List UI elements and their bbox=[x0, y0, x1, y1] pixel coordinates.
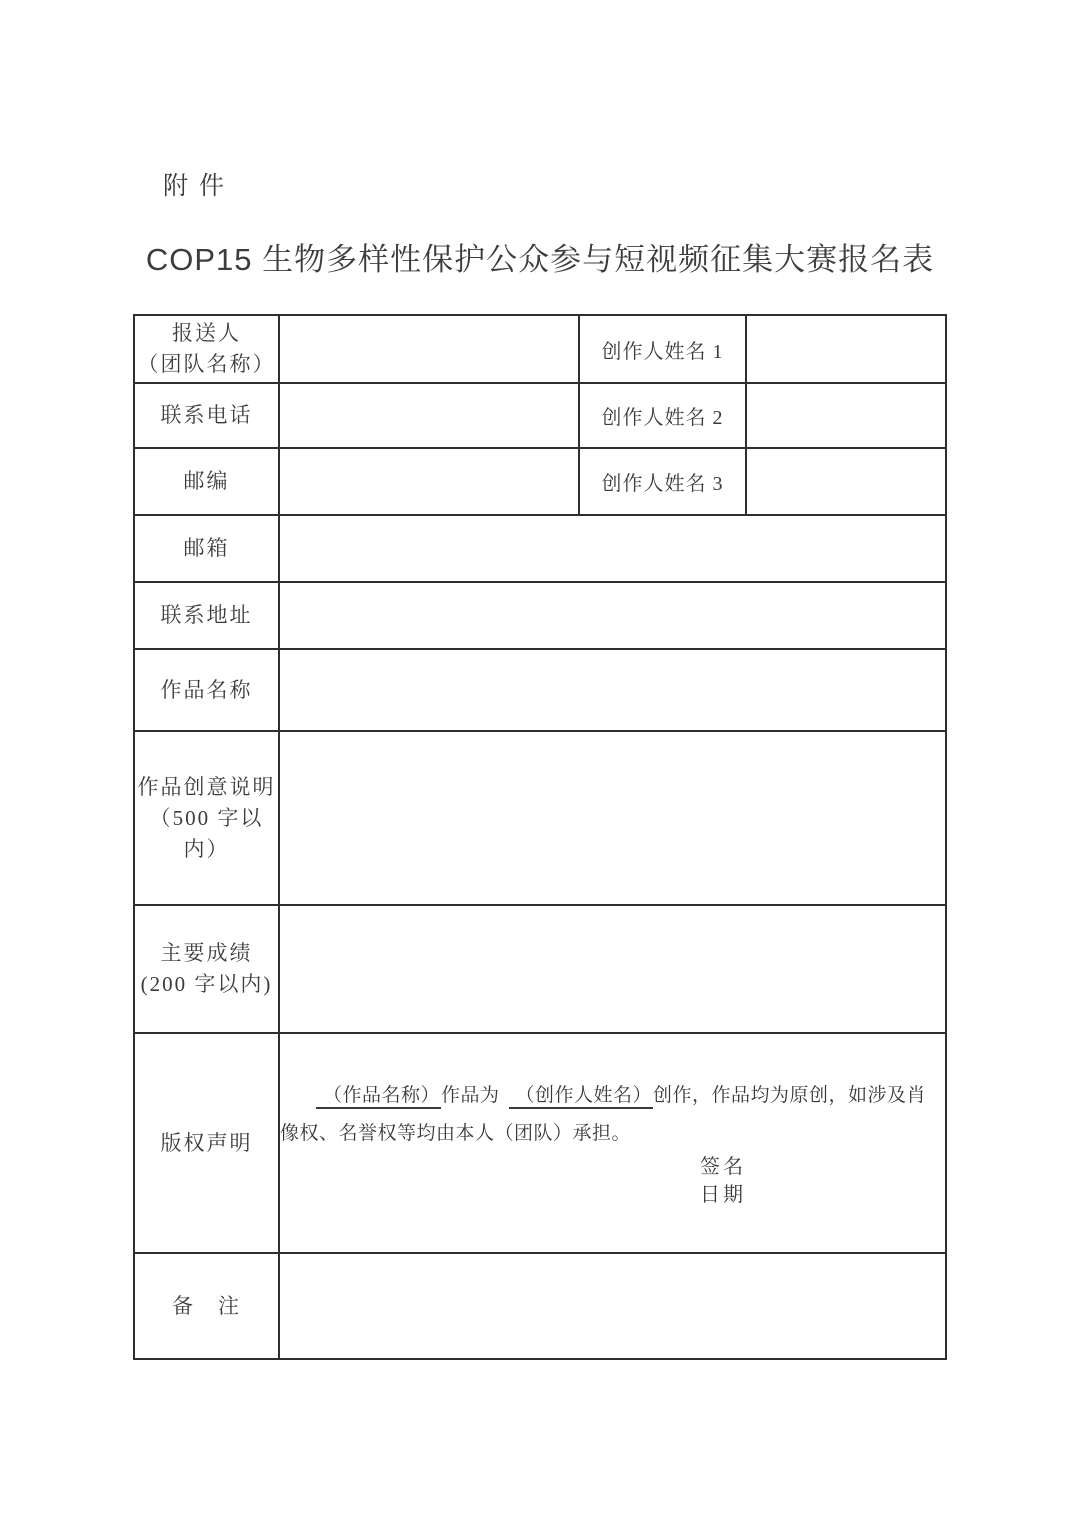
copyright-statement bbox=[280, 1077, 945, 1153]
submitter-label-line1: 报送人 bbox=[172, 321, 241, 345]
creator-name-2-input-cell bbox=[746, 383, 946, 448]
attachment-label: 附 件 bbox=[163, 172, 226, 200]
postcode-label-cell: 邮编 bbox=[134, 448, 279, 515]
table-row-email bbox=[134, 515, 946, 582]
table-row-postcode bbox=[134, 448, 946, 515]
email-label-cell: 邮箱 bbox=[134, 515, 279, 582]
remarks-label-cell: 备 注 bbox=[134, 1253, 279, 1359]
date-label: 日期 bbox=[700, 1184, 746, 1206]
creator-name-2-label-cell: 创作人姓名 2 bbox=[579, 383, 746, 448]
copyright-statement-cell bbox=[279, 1033, 946, 1253]
copyright-statement-mid: 作品为 bbox=[441, 1085, 500, 1106]
copyright-statement-tail: 创作，作品均为原创，如涉及肖像权、名誉权等均由本人（团队）承担。 bbox=[280, 1085, 927, 1144]
registration-form-table bbox=[133, 314, 947, 1360]
achievements-label-line2: (200 字以内) bbox=[140, 972, 273, 996]
table-row-achievements bbox=[134, 905, 946, 1033]
submitter-label-cell bbox=[134, 315, 279, 383]
table-row-remarks bbox=[134, 1253, 946, 1359]
achievements-label-cell bbox=[134, 905, 279, 1033]
creative-description-label-line2: （500 字以内） bbox=[149, 805, 264, 861]
creative-description-label-line1: 作品创意说明 bbox=[137, 774, 276, 799]
remarks-input-cell bbox=[279, 1253, 946, 1359]
achievements-input-cell bbox=[279, 905, 946, 1033]
table-row-copyright bbox=[134, 1033, 946, 1253]
creator-name-1-label-cell: 创作人姓名 1 bbox=[579, 315, 746, 383]
phone-input-cell bbox=[279, 383, 579, 448]
email-input-cell bbox=[279, 515, 946, 582]
address-label-cell: 联系地址 bbox=[134, 582, 279, 649]
submitter-input-cell bbox=[279, 315, 579, 383]
creative-description-label-cell bbox=[134, 731, 279, 905]
postcode-input-cell bbox=[279, 448, 579, 515]
signature-label: 签名 bbox=[700, 1156, 746, 1178]
table-row-address bbox=[134, 582, 946, 649]
creator-name-blank: （创作人姓名） bbox=[509, 1085, 654, 1109]
table-row-work-title bbox=[134, 649, 946, 731]
table-row-creative-description bbox=[134, 731, 946, 905]
work-title-blank: （作品名称） bbox=[316, 1085, 441, 1109]
address-input-cell bbox=[279, 582, 946, 649]
achievements-label-line1: 主要成绩 bbox=[160, 941, 253, 965]
submitter-label-line2: （团队名称） bbox=[137, 352, 276, 376]
creator-name-3-input-cell bbox=[746, 448, 946, 515]
copyright-label-cell: 版权声明 bbox=[134, 1033, 279, 1253]
work-title-label-cell: 作品名称 bbox=[134, 649, 279, 731]
phone-label-cell: 联系电话 bbox=[134, 383, 279, 448]
page-title: COP15 生物多样性保护公众参与短视频征集大赛报名表 bbox=[145, 242, 935, 277]
creator-name-1-input-cell bbox=[746, 315, 946, 383]
table-row-submitter bbox=[134, 315, 946, 383]
creator-name-3-label-cell: 创作人姓名 3 bbox=[579, 448, 746, 515]
work-title-input-cell bbox=[279, 649, 946, 731]
table-row-phone bbox=[134, 383, 946, 448]
creative-description-input-cell bbox=[279, 731, 946, 905]
